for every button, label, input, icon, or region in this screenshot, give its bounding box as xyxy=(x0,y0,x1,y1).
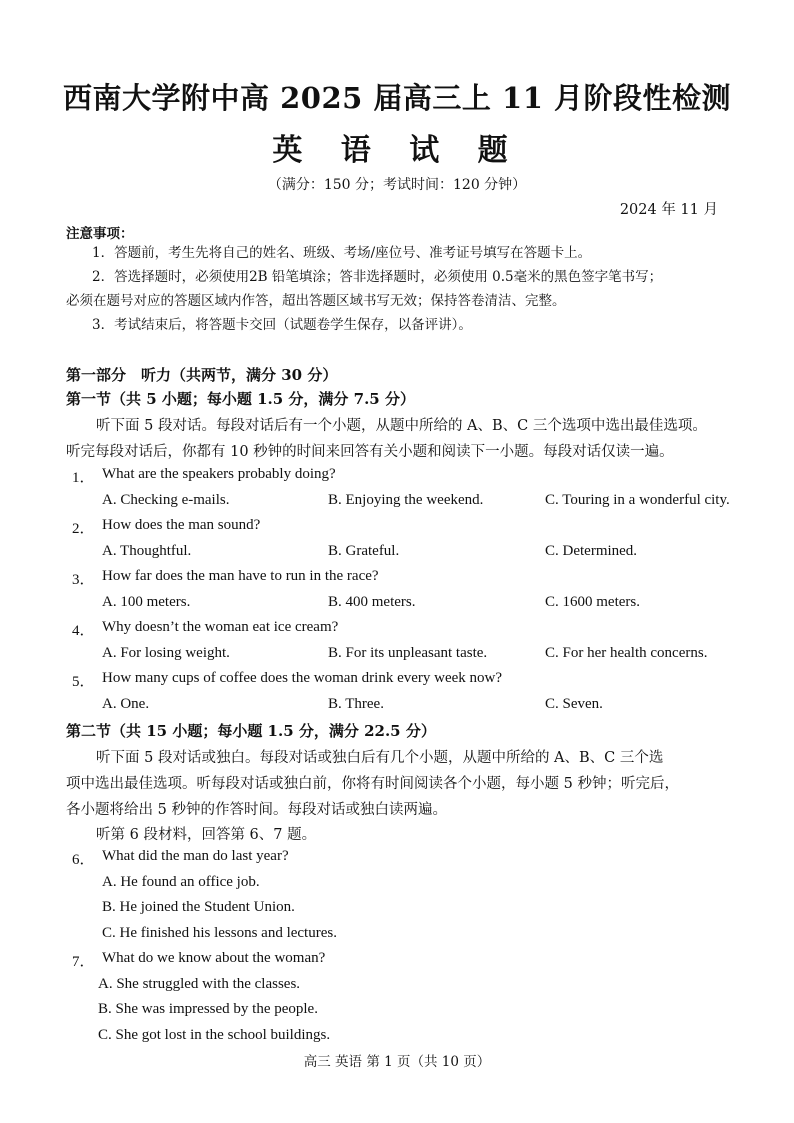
part1-heading: 第一部分 听力（共两节，满分 30 分） xyxy=(66,366,338,384)
option-b: B. 400 meters. xyxy=(328,594,416,610)
note-item: 3．考试结束后，将答题卡交回（试题卷学生保存，以备评讲）。 xyxy=(92,317,472,333)
option-b: B. For its unpleasant taste. xyxy=(328,645,488,661)
question-stem: How many cups of coffee does the woman drink every week now? xyxy=(102,670,503,686)
question-number: 6． xyxy=(72,852,95,868)
question-stem: How does the man sound? xyxy=(102,517,261,533)
question-number: 4． xyxy=(72,623,95,639)
option-b: B. He joined the Student Union. xyxy=(102,899,295,915)
option-a: A. He found an office job. xyxy=(102,874,260,890)
section1-instruction: 听下面 5 段对话。每段对话后有一个小题，从题中所给的 A、B、C 三个选项中选出最佳选项。 xyxy=(96,418,707,434)
option-a: A. Checking e-mails. xyxy=(102,492,230,508)
question-number: 5． xyxy=(72,674,95,690)
option-c: C. Determined. xyxy=(545,543,638,559)
section2-instruction: 项中选出最佳选项。听每段对话或独白前，你将有时间阅读各个小题，每小题 5 秒钟；听完后， xyxy=(66,776,679,792)
option-a: A. 100 meters. xyxy=(102,594,191,610)
option-b: B. Enjoying the weekend. xyxy=(328,492,484,508)
question-number: 7． xyxy=(72,954,95,970)
note-item: 1．答题前，考生先将自己的姓名、班级、考场/座位号、准考证号填写在答题卡上。 xyxy=(92,245,592,261)
note-item: 2．答选择题时，必须使用2B 铅笔填涂；答非选择题时，必须使用 0.5毫米的黑色签字笔书写； xyxy=(92,269,663,285)
subject-title: 英 语 试 题 xyxy=(272,133,522,168)
option-c: C. Seven. xyxy=(545,696,603,712)
section2-instruction: 听第 6 段材料，回答第 6、7 题。 xyxy=(96,827,317,843)
option-c: C. 1600 meters. xyxy=(545,594,640,610)
option-a: A. One. xyxy=(102,696,150,712)
section1-instruction: 听完每段对话后，你都有 10 秒钟的时间来回答有关小题和阅读下一小题。每段对话仅读一遍。 xyxy=(66,444,674,460)
question-number: 3． xyxy=(72,572,95,588)
exam-title: 西南大学附中高 2025 届高三上 11 月阶段性检测 xyxy=(63,81,731,115)
option-c: C. Touring in a wonderful city. xyxy=(545,492,730,508)
question-stem: What did the man do last year? xyxy=(102,848,289,864)
question-number: 1． xyxy=(72,470,95,486)
section1-heading: 第一节（共 5 小题；每小题 1.5 分，满分 7.5 分） xyxy=(66,390,415,408)
question-stem: Why doesn’t the woman eat ice cream? xyxy=(102,619,339,635)
option-b: B. Three. xyxy=(328,696,384,712)
option-b: B. She was impressed by the people. xyxy=(98,1001,318,1017)
score-time-line: （满分：150 分；考试时间：120 分钟） xyxy=(267,177,527,193)
question-stem: What do we know about the woman? xyxy=(102,950,326,966)
option-a: A. For losing weight. xyxy=(102,645,230,661)
page-footer: 高三 英语 第 1 页（共 10 页） xyxy=(303,1054,491,1070)
option-b: B. Grateful. xyxy=(328,543,400,559)
option-c: C. For her health concerns. xyxy=(545,645,708,661)
option-c: C. She got lost in the school buildings. xyxy=(98,1027,331,1043)
option-a: A. She struggled with the classes. xyxy=(98,976,301,992)
question-stem: What are the speakers probably doing? xyxy=(102,466,336,482)
question-number: 2． xyxy=(72,521,95,537)
section2-instruction: 各小题将给出 5 秒钟的作答时间。每段对话或独白读两遍。 xyxy=(66,802,447,818)
exam-date: 2024 年 11 月 xyxy=(619,202,718,218)
section2-heading: 第二节（共 15 小题；每小题 1.5 分，满分 22.5 分） xyxy=(66,722,436,740)
notes-title: 注意事项： xyxy=(66,226,134,242)
option-a: A. Thoughtful. xyxy=(102,543,192,559)
section2-instruction: 听下面 5 段对话或独白。每段对话或独白后有几个小题，从题中所给的 A、B、C 三个选 xyxy=(96,750,664,766)
note-item: 必须在题号对应的答题区域内作答，超出答题区域书写无效；保持答卷清洁、完整。 xyxy=(66,293,566,309)
question-stem: How far does the man have to run in the race? xyxy=(102,568,379,584)
option-c: C. He finished his lessons and lectures. xyxy=(102,925,337,941)
